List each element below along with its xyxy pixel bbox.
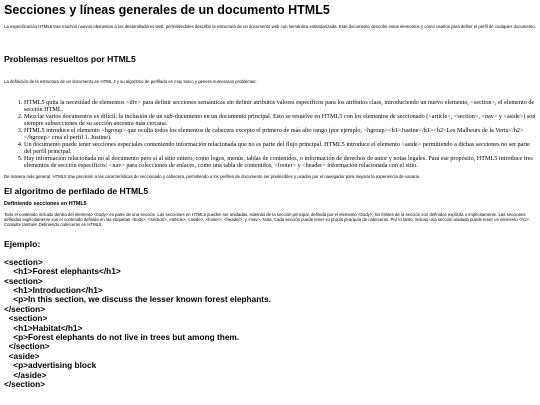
list-item: 1. HTML5 quita la necesidad de elementos <div> para definir secciones semánticas sin definir atributos valores específicos para los atributos class, introduciendo un nuevo elemento, <section>, el elemento de sección HTML. — [24, 99, 536, 113]
code-line: <p>In this section, we discuss the lesser known forest elephants. — [4, 294, 271, 305]
code-line: <p>Forest elephants do not live in trees but among them. — [4, 331, 240, 342]
code-line: <section> — [4, 275, 43, 286]
code-line: <h1>Forest elephants</h1> — [4, 266, 121, 277]
section-heading-ejemplo: Ejemplo: — [4, 238, 41, 249]
list-item: 5. Hay información relacionada no al documento pero sí al sitio entero, como logos, menús, tablas de contenidos, o información de derechos de autor y notas legales. Para ese propósito, HTML5 introduce tres elementos de sección específicos: <nav> para colecciones de enlaces, como una tabla de contenidos, <footer> y <header> información relacionada con el sitio. — [24, 155, 536, 169]
code-line: <p>advertising block — [4, 360, 97, 371]
code-line: <section> — [4, 313, 48, 324]
code-example — [4, 258, 536, 390]
code-line: </aside> — [4, 369, 47, 380]
code-line: <h1>Introduction</h1> — [4, 284, 103, 295]
section-heading-algoritmo: El algoritmo de perfilado de HTML5 — [4, 185, 149, 196]
sections-paragraph: Todo el contenido incluido dentro del elemento <body> es parte de una sección. Las secciones en HTML5 pueden ser anidadas. Además de la sección principal, definida por el elemento <body>, los límites de la sección son definidos explícita o implícitamente. Las secciones definidas explícitamente son el contenido definido en las etiquetas <body>, <section>, <article>, <aside>, <footer>, <header>, y <nav>. Nota: Cada sección puede tener su propia jerarquía de cabeceras. Por lo tanto, incluso una sección anidada puede tener un elemento <h1>. Consulte también Definiendo cabeceras en HTML5. — [4, 211, 531, 228]
code-line: </section> — [4, 379, 46, 389]
subsection-heading-secciones: Definiendo secciones en HTML5 — [4, 200, 87, 207]
code-line: <aside> — [4, 350, 40, 361]
code-line: <h1>Habitat</h1> — [4, 322, 83, 333]
definition-paragraph: La definición de la estructura de un documento en HTML 4 y su algoritmo de perfilado es muy tosco y genera numerosos problemas: — [4, 79, 257, 85]
code-line: </section> — [4, 341, 50, 352]
page-title: Secciones y líneas generales de un documento HTML5 — [4, 3, 330, 17]
list-item: 3. HTML5 introduce el elemento <hgroup> que oculta todos los elementos de cabecera excepto el primero de más alto rango (por ejemplo, <hgroup><h1>Justine</h1><h2>Les Malheurs de la Vertu</h2></hgroup> crea el perfil 1. Justine). — [24, 127, 536, 141]
code-line: </section> — [4, 303, 46, 314]
list-item: 2. Mezclar varios documentos es difícil: la inclusión de un sub-documento en un documento principal. Esto se resuelve en HTML5 con los elementos de seccionado (<article>, <section>, <nav> y <aside>) son siempre subsecciones de su sección ancestra más cercana. — [24, 113, 536, 127]
summary-paragraph: De manera más general, HTML5 trae precisión a las características de seccionado y cabecera, permitiendo a los perfiles de documento ser predecibles y usados por el navegador para mejorar la experiencia de usuario. — [4, 173, 421, 179]
code-line: <section> — [4, 256, 43, 267]
intro-paragraph: La especificación HTML5 trae muchos nuevos elementos a los desarrolladores web, permitiéndoles describir la estructura de un documento web con semántica estandarizada. Este documento describe estos elementos y cómo usarlos para definir el perfil de cualquier documento. — [4, 24, 536, 29]
problems-list — [4, 99, 536, 170]
section-heading-problemas: Problemas resueltos por HTML5 — [4, 54, 136, 65]
list-item: 4. Un documento puede tener secciones especiales conteniendo información relacionada que no es parte del flujo principal. HTML5 introduce el elemento <aside> permitiendo a dichas secciones no ser parte del perfil principal. — [24, 141, 536, 155]
